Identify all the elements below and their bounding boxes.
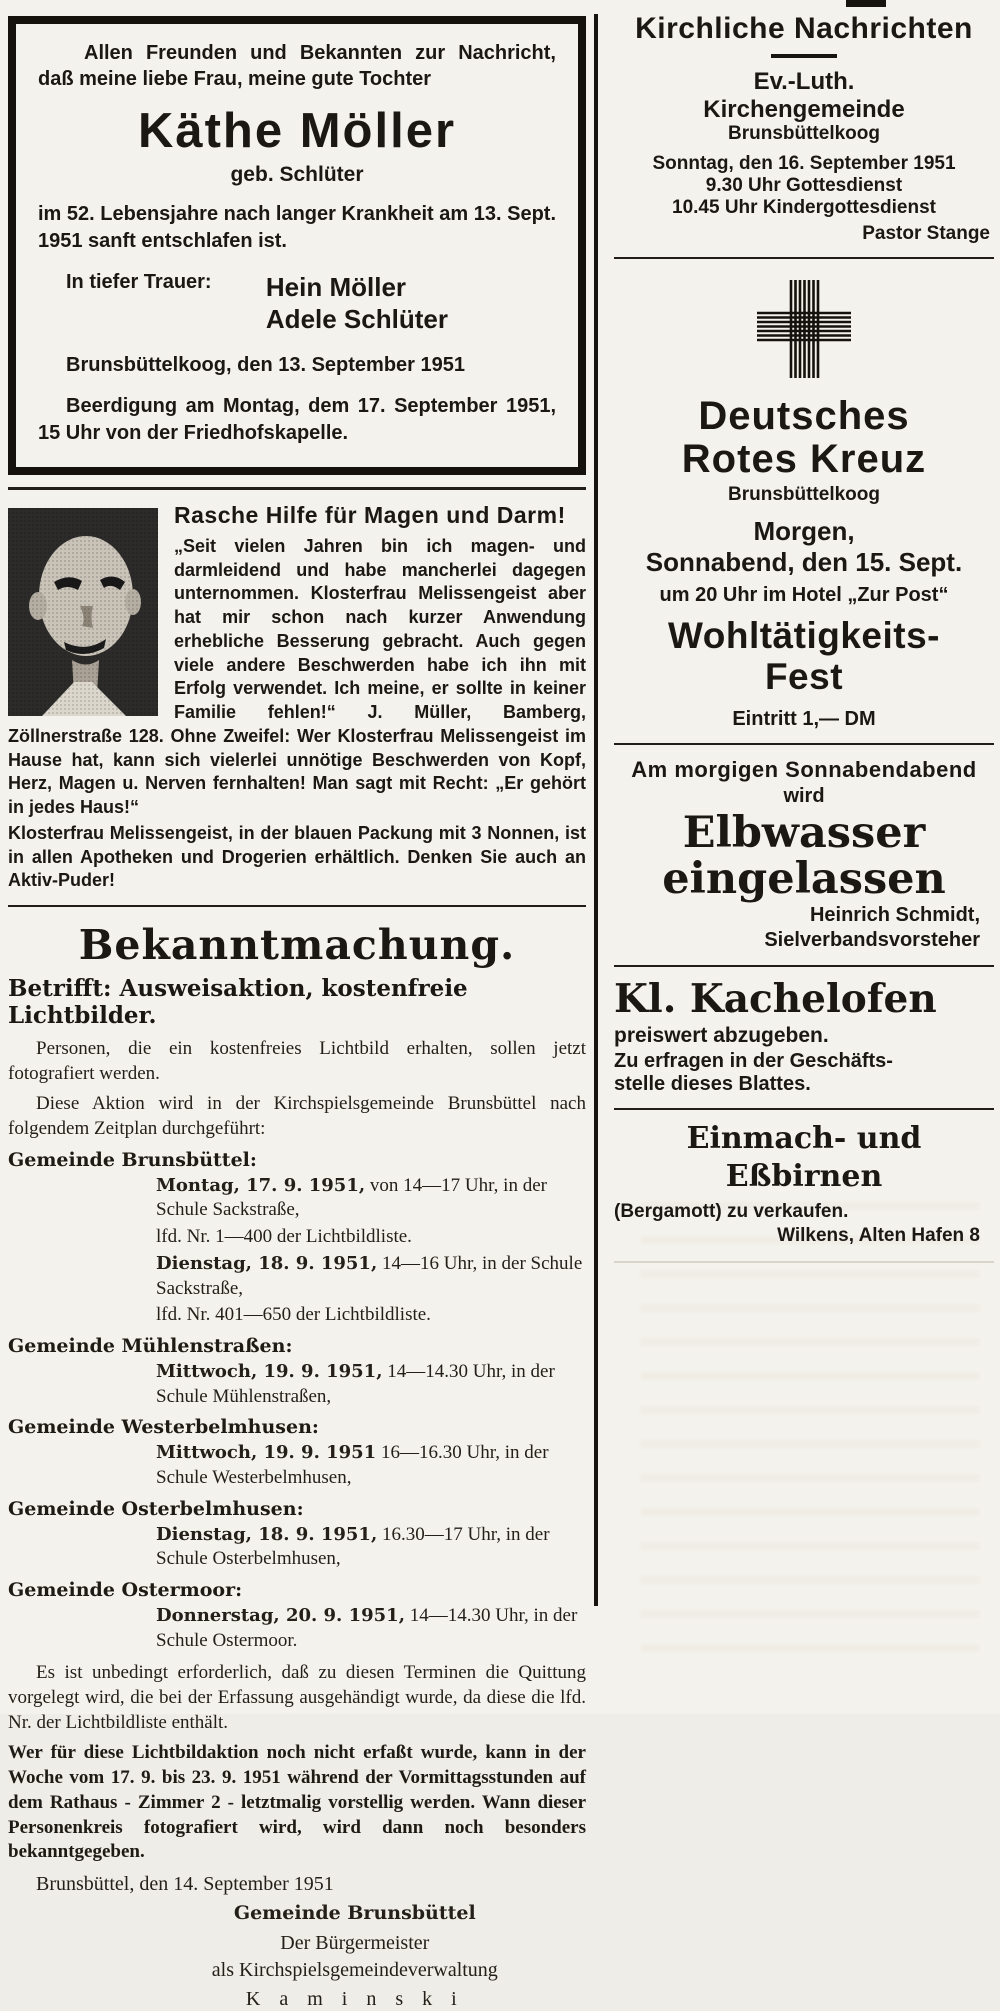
congregation-line: Kirchengemeinde — [703, 95, 905, 123]
section-divider — [8, 905, 586, 907]
schedule-detail: 14—14.30 Uhr, in der Schule Mühlenstraßen, — [156, 1360, 555, 1407]
kachelofen-heading: Kl. Kachelofen — [614, 975, 937, 1022]
classified-heading: Einmach- und — [686, 1120, 922, 1156]
elbwasser-heading: Elbwasser — [682, 807, 926, 858]
schedule-day: Donnerstag, 20. 9. 1951, — [156, 1605, 405, 1627]
announcement-subject: Betrifft: Ausweisaktion, kostenfreie Lichtbilder. — [8, 975, 468, 1030]
schedule-detail: 16—16.30 Uhr, in der Schule Westerbelmhusen, — [156, 1442, 549, 1488]
signature-line: Gemeinde Brunsbüttel — [233, 1901, 476, 1924]
ad-text: aber hat mir schon nach kurzer Anwendung erhebliche Besserung gebracht. Auch gegen viele andere Beschwerden habe ich ihn mit Erfolg verwendet. Ich meine, er sollte in keiner Familie fehlen!“ J. Müller, Bamberg, Zöllnerstraße 128. Ohne Zweifel: Wer — [8, 583, 586, 746]
notice-lead: Am morgigen Sonnabendabend — [631, 756, 977, 782]
schedule-gemeinde-heading: Gemeinde Brunsbüttel: — [8, 1148, 257, 1171]
classified-text: preiswert abzugeben. — [614, 1023, 829, 1047]
classified-seller: Wilkens, Alten Hafen 8 — [777, 1224, 980, 1246]
event-date: Morgen, — [753, 515, 855, 546]
closing-paragraph: Wer für diese Lichtbildaktion noch nicht erfaßt wurde, kann in der Woche vom 17. 9. bis 23. 9. 1951 während der Vormittagsstunden auf dem Rathaus - Zimmer 2 - letztmalig vorstellig werden. Wann dieser Personenkreis fotografiert wird, wird dann noch besonders bekanntgegeben. — [8, 1742, 586, 1863]
red-cross-place: Brunsbüttelkoog — [728, 483, 880, 505]
announcement-paragraph: Diese Aktion wird in der Kirchspielsgemeinde Brunsbüttel nach folgendem Zeitplan durchgeführt: — [8, 1093, 586, 1140]
event-venue: um 20 Uhr im Hotel „Zur Post“ — [659, 583, 949, 606]
portrait-illustration — [8, 508, 158, 716]
schedule-gemeinde-heading: Gemeinde Osterbelmhusen: — [8, 1497, 304, 1520]
mourner-name: Adele Schlüter — [265, 304, 448, 335]
schedule-day: Mittwoch, 19. 9. 1951 — [156, 1442, 377, 1464]
schedule-entry — [156, 1360, 586, 1409]
halftone-portrait-image — [8, 508, 158, 716]
schedule-gemeinde-heading: Gemeinde Ostermoor: — [8, 1579, 243, 1602]
ad-text: in der blauen Packung mit 3 Nonnen, ist in allen Apotheken und Drogerien erhältlich. Denken Sie auch an — [8, 822, 586, 867]
church-news-title: Kirchliche Nachrichten — [635, 12, 973, 45]
schedule-gemeinde-heading: Gemeinde Mühlenstraßen: — [8, 1334, 293, 1357]
event-date: Sonnabend, den 15. Sept. — [645, 546, 963, 577]
schedule-detail: 16.30—17 Uhr, in der Schule Osterbelmhusen, — [156, 1523, 550, 1570]
admission-line: Eintritt 1,— DM — [732, 707, 876, 730]
ad-text: „Seit vielen Jahren bin ich magen- und darmleidend und habe mancherlei dagegen unternommen. — [174, 535, 586, 604]
signature-block — [147, 1902, 563, 2011]
section-divider — [614, 743, 994, 745]
ad-product-name: Aktiv-Puder! — [8, 870, 116, 891]
announcement-place-date: Brunsbüttel, den 14. September 1951 — [36, 1872, 334, 1895]
event-title: Fest — [764, 656, 844, 698]
congregation-place: Brunsbüttelkoog — [728, 123, 880, 145]
classified-text: (Bergamott) zu verkaufen. — [614, 1200, 849, 1222]
obituary-body: im 52. Lebensjahre nach langer Krankheit am 13. Sept. 1951 sanft entschlafen ist. — [38, 202, 556, 252]
mourning-label: In tiefer Trauer: — [66, 270, 212, 293]
signature-line: als Kirchspielsgemeindeverwaltung — [211, 1958, 498, 1981]
schedule-day: Mittwoch, 19. 9. 1951, — [156, 1360, 383, 1382]
schedule-entry — [156, 1252, 586, 1301]
announcement-section — [8, 921, 586, 2011]
notice-signature-title: Sielverbandsvorsteher — [764, 928, 980, 951]
classified-heading: Eßbirnen — [725, 1159, 883, 1195]
hatched-cross-icon — [756, 279, 852, 379]
signature-name: K a m i n s k i — [245, 1987, 464, 2010]
schedule-day: Montag, 17. 9. 1951, — [156, 1174, 366, 1196]
service-time: 9.30 Uhr Gottesdienst — [705, 175, 903, 197]
schedule-gemeinde-heading: Gemeinde Westerbelmhusen: — [8, 1416, 319, 1439]
schedule-detail: von 14—17 Uhr, in der Schule Sackstraße, — [156, 1174, 547, 1221]
announcement-paragraph: Personen, die ein kostenfreies Lichtbild erhalten, sollen jetzt fotografiert werden. — [8, 1038, 586, 1084]
classified-text: stelle dieses Blattes. — [614, 1072, 811, 1095]
schedule-note: lfd. Nr. 401—650 der Lichtbildliste. — [156, 1304, 431, 1326]
notice-lead: wird — [783, 784, 825, 807]
title-underline — [771, 54, 837, 58]
ad-product-name: Klosterfrau Melissengeist — [337, 725, 559, 746]
ad-product-name: Klosterfrau Melissengeist, — [8, 822, 233, 843]
announcement-title: Bekanntmachung. — [78, 921, 516, 970]
deceased-name: Käthe Möller — [137, 103, 457, 158]
schedule-entry — [156, 1174, 586, 1223]
ad-body-paragraph — [8, 822, 586, 893]
signature-line: Der Bürgermeister — [280, 1931, 430, 1954]
faint-divider — [614, 1261, 994, 1263]
red-cross-name: Deutsches — [698, 394, 910, 439]
obituary-place-date: Brunsbüttelkoog, den 13. September 1951 — [66, 353, 465, 376]
section-divider — [614, 1108, 994, 1110]
obituary-box — [8, 16, 586, 475]
klosterfrau-ad — [8, 502, 586, 893]
section-divider — [614, 257, 994, 259]
service-time: 10.45 Uhr Kindergottesdienst — [672, 197, 936, 219]
column-divider — [594, 14, 598, 1606]
ad-headline: Rasche Hilfe für Magen und Darm! — [174, 501, 566, 528]
schedule-detail: 14—14.30 Uhr, in der Schule Ostermoor. — [156, 1605, 578, 1651]
right-column — [614, 12, 994, 1277]
congregation-line: Ev.-Luth. — [753, 68, 855, 95]
schedule-day: Dienstag, 18. 9. 1951, — [156, 1252, 378, 1274]
ad-text: im Hause hat, kann sich vielerlei unnötige Beschwerden von Kopf, Herz, Magen u. Nerven fernhalten! Man sagt mit Recht: „Er gehört in jedes Haus!“ — [8, 725, 586, 818]
schedule-day: Dienstag, 18. 9. 1951, — [156, 1523, 378, 1545]
funeral-info: Beerdigung am Montag, dem 17. September 1951, 15 Uhr von der Friedhofskapelle. — [38, 394, 556, 444]
schedule-entry — [156, 1441, 586, 1490]
maiden-name: geb. Schlüter — [230, 162, 364, 186]
section-divider — [8, 487, 586, 490]
elbwasser-heading: eingelassen — [662, 854, 946, 905]
mourning-row — [38, 271, 556, 336]
schedule-entry — [156, 1604, 586, 1653]
cross-illustration — [756, 279, 852, 379]
section-divider — [614, 965, 994, 967]
mourner-name: Hein Möller — [265, 271, 407, 302]
left-column — [8, 16, 586, 2011]
pastor-name: Pastor Stange — [862, 223, 990, 245]
service-date: Sonntag, den 16. September 1951 — [652, 153, 956, 175]
notice-signature: Heinrich Schmidt, — [809, 903, 980, 926]
ad-product-name: Klosterfrau Melissengeist — [310, 583, 537, 604]
schedule-entry — [156, 1523, 586, 1572]
red-cross-name: Rotes Kreuz — [681, 437, 927, 482]
event-title: Wohltätigkeits- — [668, 614, 940, 656]
schedule-detail: 14—16 Uhr, in der Schule Sackstraße, — [156, 1252, 583, 1299]
schedule-note: lfd. Nr. 1—400 der Lichtbildliste. — [156, 1226, 412, 1248]
closing-paragraph: Es ist unbedingt erforderlich, daß zu diesen Terminen die Quittung vorgelegt wird, die bei der Erfassung ausgehändigt wurde, da diese die lfd. Nr. der Lichtbildliste enthält. — [8, 1662, 586, 1733]
obituary-intro: Allen Freunden und Bekannten zur Nachricht, daß meine liebe Frau, meine gute Tochter — [38, 42, 556, 91]
scan-smudge — [846, 0, 886, 7]
mourners-list — [266, 271, 448, 336]
classified-text: Zu erfragen in der Geschäfts- — [614, 1049, 893, 1072]
